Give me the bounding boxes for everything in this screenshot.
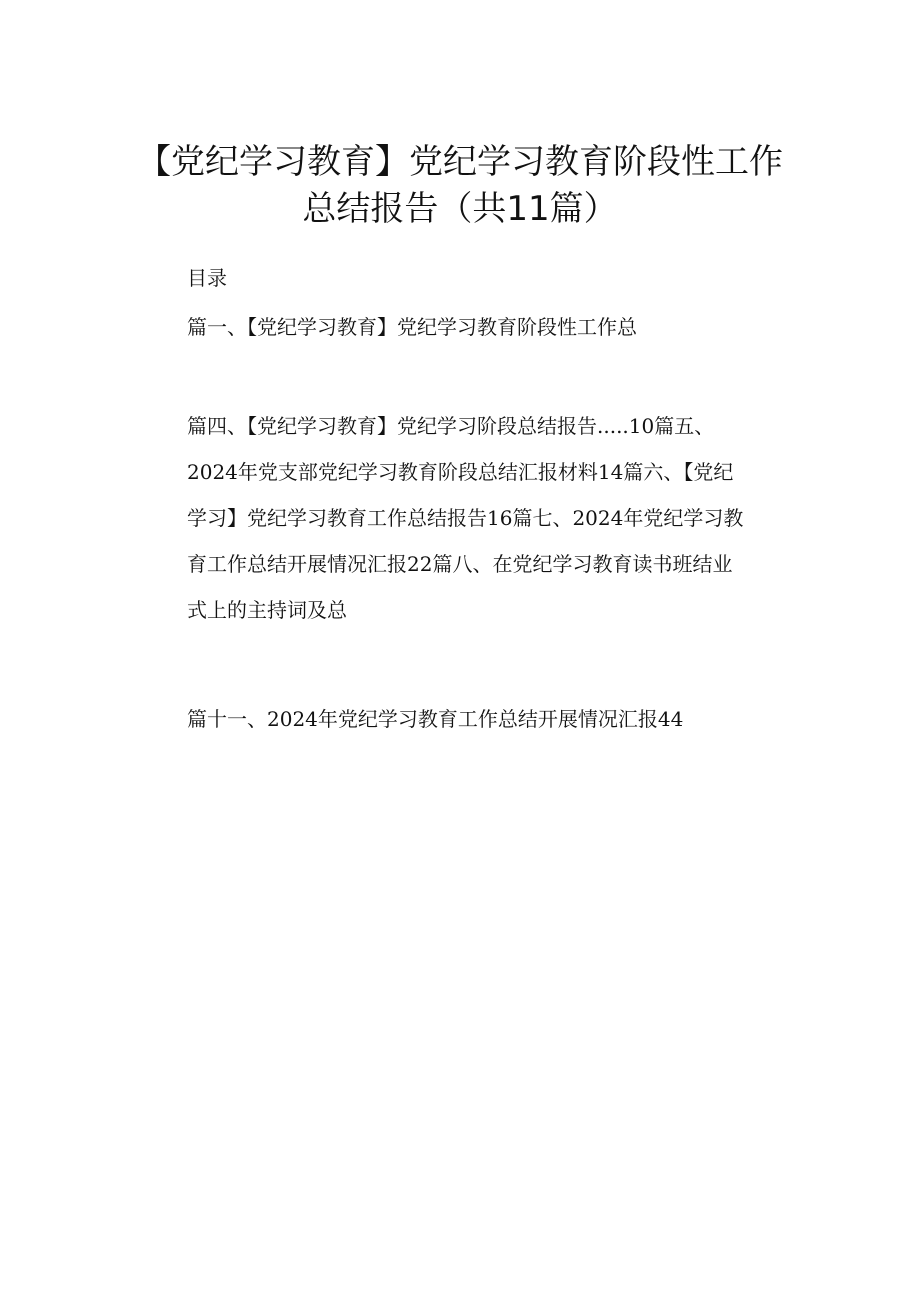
toc-entries-block <box>187 403 827 633</box>
toc-line: 育工作总结开展情况汇报22篇八、在党纪学习教育读书班结业 <box>187 552 733 576</box>
toc-line: 2024年党支部党纪学习教育阶段总结汇报材料14篇六、【党纪 <box>187 460 734 484</box>
document-title-line-2: 总结报告（共11篇） <box>302 189 618 229</box>
toc-line: 学习】党纪学习教育工作总结报告16篇七、2024年党纪学习教 <box>187 506 744 530</box>
toc-line: 篇四、【党纪学习教育】党纪学习阶段总结报告.....10篇五、 <box>187 414 715 438</box>
toc-entry: 篇一、【党纪学习教育】党纪学习教育阶段性工作总 <box>187 315 637 339</box>
toc-entry: 篇十一、2024年党纪学习教育工作总结开展情况汇报44 <box>187 707 684 731</box>
toc-heading: 目录 <box>187 266 227 290</box>
document-title-line-1: 【党纪学习教育】党纪学习教育阶段性工作 <box>137 142 783 182</box>
toc-line: 式上的主持词及总 <box>187 598 347 622</box>
